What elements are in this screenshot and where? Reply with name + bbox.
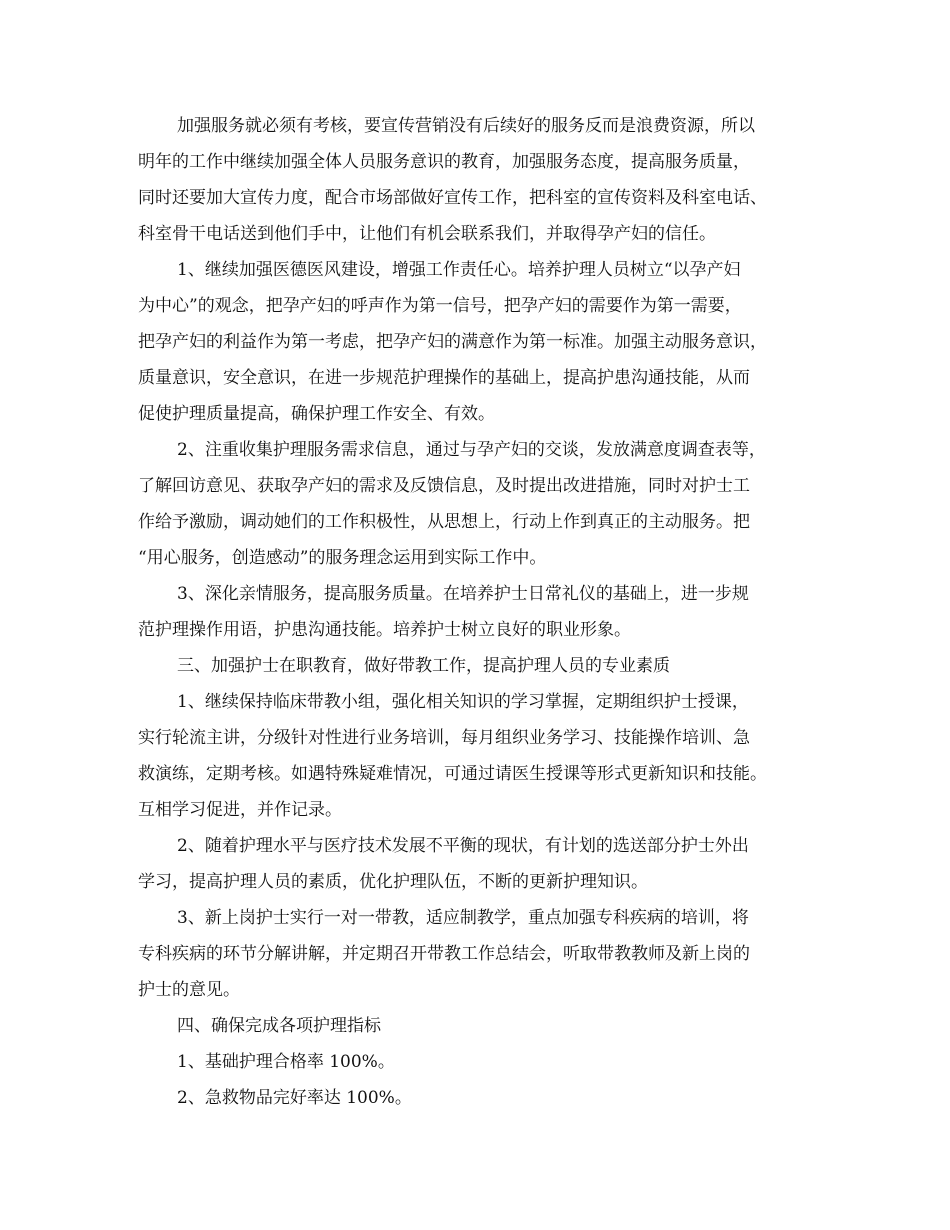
text-line: 加强服务就必须有考核，要宣传营销没有后续好的服务反而是浪费资源，所以 <box>177 116 755 136</box>
paragraph-item-3-service <box>138 576 838 648</box>
text-line: 促使护理质量提高，确保护理工作安全、有效。 <box>138 404 495 424</box>
text-line: 救演练，定期考核。如遇特殊疑难情况，可通过请医生授课等形式更新知识和技能。 <box>138 764 767 784</box>
paragraph-item-2-feedback <box>138 432 838 576</box>
section-heading: 三、加强护士在职教育，做好带教工作，提高护理人员的专业素质 <box>177 656 670 676</box>
paragraph-service-assessment <box>138 108 838 252</box>
paragraph-edu-item-2 <box>138 828 838 900</box>
text-line: “用心服务，创造感动”的服务理念运用到实际工作中。 <box>138 548 547 568</box>
text-line: 了解回访意见、获取孕产妇的需求及反馈信息，及时提出改进措施，同时对护士工 <box>138 476 750 496</box>
paragraph-item-1-ethics <box>138 252 838 432</box>
text-line: 科室骨干电话送到他们手中，让他们有机会联系我们，并取得孕产妇的信任。 <box>138 224 716 244</box>
text-line: 护士的意见。 <box>138 980 240 1000</box>
text-line: 把孕产妇的利益作为第一考虑，把孕产妇的满意作为第一标准。加强主动服务意识， <box>138 332 767 352</box>
paragraph-edu-item-3 <box>138 900 838 1008</box>
text-line: 同时还要加大宣传力度，配合市场部做好宣传工作，把科室的宣传资料及科室电话、 <box>138 188 767 208</box>
paragraph-edu-item-1 <box>138 684 838 828</box>
text-line: 1、基础护理合格率 100%。 <box>177 1052 395 1072</box>
text-line: 实行轮流主讲，分级针对性进行业务培训，每月组织业务学习、技能操作培训、急 <box>138 728 750 748</box>
text-line: 明年的工作中继续加强全体人员服务意识的教育，加强服务态度，提高服务质量， <box>138 152 750 172</box>
section-heading-4-targets <box>138 1008 838 1044</box>
text-line: 2、急救物品完好率达 100%。 <box>177 1088 412 1108</box>
text-line: 范护理操作用语，护患沟通技能。培养护士树立良好的职业形象。 <box>138 620 631 640</box>
text-line: 2、随着护理水平与医疗技术发展不平衡的现状，有计划的选送部分护士外出 <box>177 836 749 856</box>
text-line: 3、新上岗护士实行一对一带教，适应制教学，重点加强专科疾病的培训，将 <box>177 908 749 928</box>
document-body <box>138 108 838 1116</box>
text-line: 2、注重收集护理服务需求信息，通过与孕产妇的交谈，发放满意度调查表等， <box>177 440 766 460</box>
section-heading: 四、确保完成各项护理指标 <box>177 1016 381 1036</box>
paragraph-target-1 <box>138 1044 838 1080</box>
text-line: 1、继续保持临床带教小组，强化相关知识的学习掌握，定期组织护士授课， <box>177 692 749 712</box>
paragraph-target-2 <box>138 1080 838 1116</box>
text-line: 3、深化亲情服务，提高服务质量。在培养护士日常礼仪的基础上，进一步规 <box>177 584 749 604</box>
text-line: 专科疾病的环节分解讲解，并定期召开带教工作总结会，听取带教教师及新上岗的 <box>138 944 750 964</box>
text-line: 质量意识，安全意识，在进一步规范护理操作的基础上，提高护患沟通技能，从而 <box>138 368 750 388</box>
section-heading-3-education <box>138 648 838 684</box>
text-line: 为中心”的观念，把孕产妇的呼声作为第一信号，把孕产妇的需要作为第一需要， <box>138 296 742 316</box>
text-line: 1、继续加强医德医风建设，增强工作责任心。培养护理人员树立“以孕产妇 <box>177 260 741 280</box>
text-line: 学习，提高护理人员的素质，优化护理队伍，不断的更新护理知识。 <box>138 872 648 892</box>
text-line: 互相学习促进，并作记录。 <box>138 800 342 820</box>
text-line: 作给予激励，调动她们的工作积极性，从思想上，行动上作到真正的主动服务。把 <box>138 512 750 532</box>
